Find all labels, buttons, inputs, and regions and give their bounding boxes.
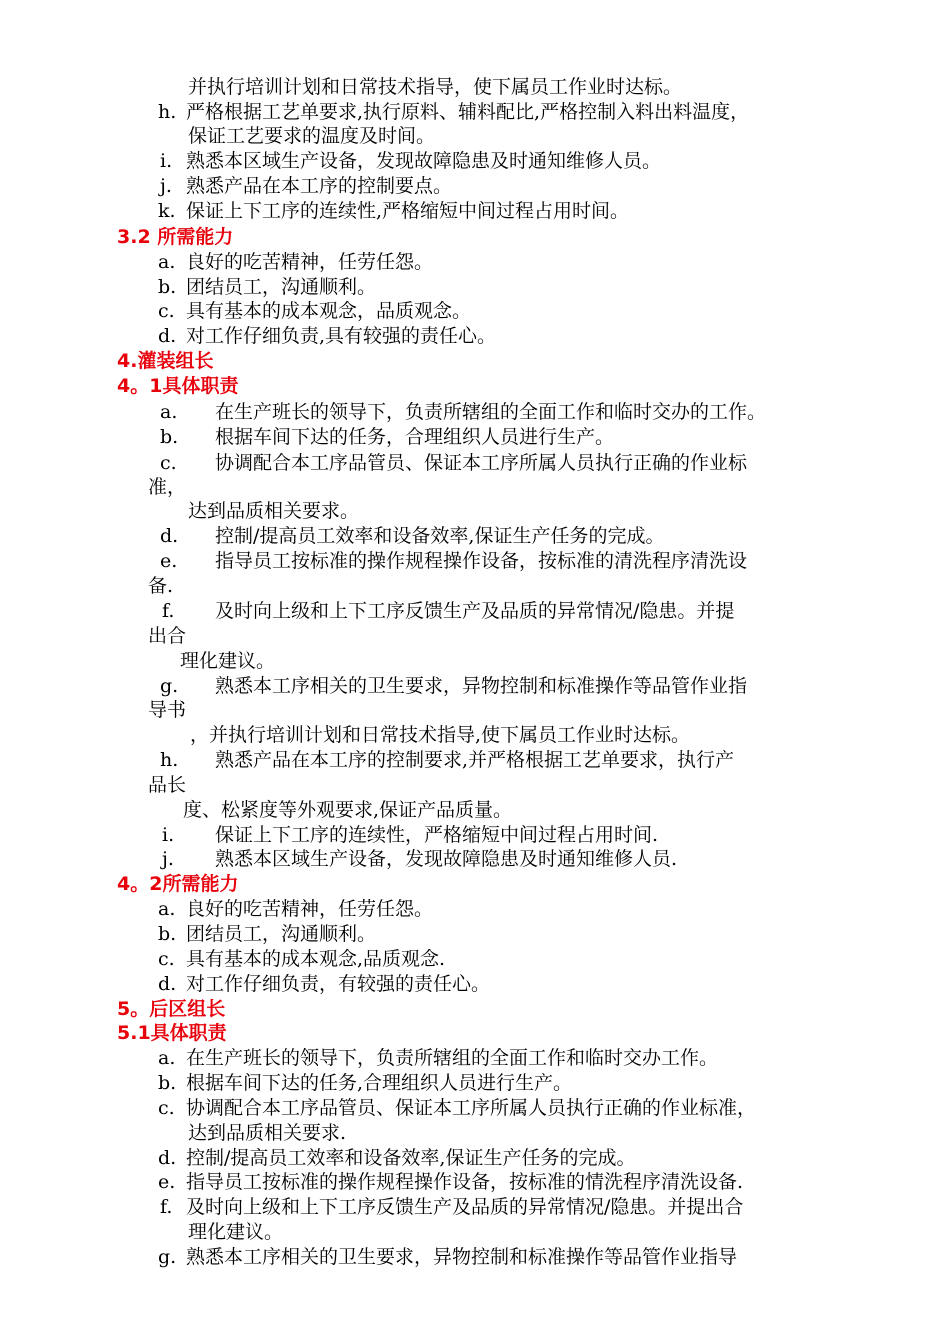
text-line xyxy=(160,674,747,698)
text-line xyxy=(158,100,749,124)
list-marker: c. xyxy=(158,300,175,322)
heading-text: 4.灌装组长 xyxy=(117,350,214,372)
text-line xyxy=(158,947,445,971)
list-marker: d. xyxy=(160,525,179,547)
line-text: 团结员工，沟通顺利。 xyxy=(186,923,377,945)
line-text: 保证工艺要求的温度及时间。 xyxy=(188,125,436,147)
list-marker: c. xyxy=(158,1097,175,1119)
line-text: 根据车间下达的任务,合理组织人员进行生产。 xyxy=(186,1072,573,1094)
text-line xyxy=(180,649,275,673)
text-line xyxy=(148,773,186,797)
text-line xyxy=(160,549,747,573)
text-line xyxy=(148,624,186,648)
text-line xyxy=(148,475,186,499)
line-text: 熟悉本工序相关的卫生要求，异物控制和标准操作等品管作业指导 xyxy=(186,1246,738,1268)
list-marker: k. xyxy=(158,200,176,222)
list-marker: a. xyxy=(158,251,176,273)
section-heading xyxy=(117,872,238,896)
line-text: 团结员工，沟通顺利。 xyxy=(186,276,377,298)
text-line xyxy=(160,748,734,772)
line-text: 控制/提高员工效率和设备效率,保证生产任务的完成。 xyxy=(186,1147,636,1169)
list-marker: a. xyxy=(160,401,178,423)
text-line xyxy=(158,1096,756,1120)
line-text: 达到品质相关要求. xyxy=(188,1122,347,1144)
heading-text: 4。1具体职责 xyxy=(117,375,239,397)
list-marker: a. xyxy=(158,1047,176,1069)
line-text: 准， xyxy=(148,476,187,498)
section-heading xyxy=(117,997,225,1021)
text-line xyxy=(158,250,433,274)
line-text: 协调配合本工序品管员、保证本工序所属人员执行正确的作业标准， xyxy=(186,1097,757,1119)
line-text: 及时向上级和上下工序反馈生产及品质的异常情况/隐患。并提出合 xyxy=(186,1196,744,1218)
text-line xyxy=(158,324,496,348)
line-text: 具有基本的成本观念，品质观念。 xyxy=(186,300,472,322)
text-line xyxy=(188,1220,283,1244)
list-marker: f. xyxy=(160,1196,173,1218)
line-text: 在生产班长的领导下，负责所辖组的全面工作和临时交办的工作。 xyxy=(215,401,767,423)
line-text: 度、松紧度等外观要求,保证产品质量。 xyxy=(183,799,513,821)
text-line xyxy=(160,174,452,198)
line-text: 及时向上级和上下工序反馈生产及品质的异常情况/隐患。并提 xyxy=(215,600,735,622)
heading-text: 3.2 所需能力 xyxy=(117,226,234,248)
list-marker: c. xyxy=(160,452,177,474)
text-line xyxy=(158,1071,572,1095)
list-marker: j. xyxy=(160,175,172,197)
list-marker: b. xyxy=(158,276,177,298)
text-line xyxy=(190,723,690,747)
line-text: 控制/提高员工效率和设备效率,保证生产任务的完成。 xyxy=(215,525,665,547)
text-line xyxy=(148,698,186,722)
line-text: 保证上下工序的连续性，严格缩短中间过程占用时间. xyxy=(215,824,659,846)
text-line xyxy=(158,897,433,921)
section-heading xyxy=(117,1021,227,1045)
list-marker: c. xyxy=(158,948,175,970)
section-heading xyxy=(117,225,233,249)
text-line xyxy=(158,299,471,323)
list-marker: e. xyxy=(160,550,178,572)
list-marker: f. xyxy=(162,600,175,622)
text-line xyxy=(148,574,173,598)
line-text: 出合 xyxy=(148,625,187,647)
heading-text: 5。后区组长 xyxy=(117,998,226,1020)
list-marker: d. xyxy=(158,973,177,995)
text-line xyxy=(158,1046,718,1070)
list-marker: b. xyxy=(160,426,179,448)
line-text: 理化建议。 xyxy=(188,1221,284,1243)
list-marker: j. xyxy=(162,848,174,870)
text-line xyxy=(160,451,747,475)
line-text: 在生产班长的领导下，负责所辖组的全面工作和临时交办工作。 xyxy=(186,1047,719,1069)
line-text: 指导员工按标准的操作规程操作设备，按标准的清洗程序清洗设 xyxy=(215,550,748,572)
line-text: 协调配合本工序品管员、保证本工序所属人员执行正确的作业标 xyxy=(215,452,748,474)
line-text: 严格根据工艺单要求,执行原料、辅料配比,严格控制入料出料温度， xyxy=(186,101,750,123)
list-marker: h. xyxy=(158,101,177,123)
text-line xyxy=(158,922,376,946)
text-line xyxy=(158,275,376,299)
text-line xyxy=(188,1121,346,1145)
line-text: 良好的吃苦精神，任劳任怨。 xyxy=(186,898,434,920)
line-text: 保证上下工序的连续性,严格缩短中间过程占用时间。 xyxy=(186,200,630,222)
text-line xyxy=(160,400,766,424)
list-marker: i. xyxy=(162,824,175,846)
text-line xyxy=(183,798,512,822)
line-text: 备. xyxy=(148,575,174,597)
list-marker: b. xyxy=(158,923,177,945)
line-text: 根据车间下达的任务，合理组织人员进行生产。 xyxy=(215,426,615,448)
list-marker: d. xyxy=(158,1147,177,1169)
line-text: 达到品质相关要求。 xyxy=(188,500,360,522)
text-line xyxy=(158,1146,635,1170)
text-line xyxy=(158,972,490,996)
line-text: 熟悉本区域生产设备，发现故障隐患及时通知维修人员. xyxy=(215,848,678,870)
list-marker: a. xyxy=(158,898,176,920)
text-line xyxy=(160,149,661,173)
line-text: 良好的吃苦精神，任劳任怨。 xyxy=(186,251,434,273)
list-marker: h. xyxy=(160,749,179,771)
list-marker: e. xyxy=(158,1171,176,1193)
line-text: 品长 xyxy=(148,774,187,796)
text-line xyxy=(162,823,658,847)
line-text: ，并执行培训计划和日常技术指导,使下属员工作业时达标。 xyxy=(190,724,691,746)
text-line xyxy=(160,425,614,449)
section-heading xyxy=(117,349,213,373)
text-line xyxy=(158,199,629,223)
line-text: 熟悉本工序相关的卫生要求，异物控制和标准操作等品管作业指 xyxy=(215,675,748,697)
list-marker: i. xyxy=(160,150,173,172)
line-text: 指导员工按标准的操作规程操作设备，按标准的情洗程序清洗设备. xyxy=(186,1171,744,1193)
text-line xyxy=(160,1195,743,1219)
text-line xyxy=(162,599,734,623)
line-text: 熟悉本区域生产设备，发现故障隐患及时通知维修人员。 xyxy=(186,150,662,172)
line-text: 导书 xyxy=(148,699,187,721)
line-text: 理化建议。 xyxy=(180,650,276,672)
list-marker: b. xyxy=(158,1072,177,1094)
text-line xyxy=(158,1170,743,1194)
line-text: 熟悉产品在本工序的控制要点。 xyxy=(186,175,453,197)
text-line xyxy=(188,75,682,99)
list-marker: d. xyxy=(158,325,177,347)
text-line xyxy=(160,524,664,548)
list-marker: g. xyxy=(158,1246,177,1268)
heading-text: 4。2所需能力 xyxy=(117,873,239,895)
line-text: 熟悉产品在本工序的控制要求,并严格根据工艺单要求，执行产 xyxy=(215,749,735,771)
line-text: 并执行培训计划和日常技术指导，使下属员工作业时达标。 xyxy=(188,76,683,98)
text-line xyxy=(188,124,435,148)
text-line xyxy=(162,847,677,871)
line-text: 对工作仔细负责,具有较强的责任心。 xyxy=(186,325,497,347)
section-heading xyxy=(117,374,238,398)
text-line xyxy=(188,499,359,523)
line-text: 对工作仔细负责，有较强的责任心。 xyxy=(186,973,491,995)
heading-text: 5.1具体职责 xyxy=(117,1022,227,1044)
list-marker: g. xyxy=(160,675,179,697)
line-text: 具有基本的成本观念,品质观念. xyxy=(186,948,446,970)
text-line xyxy=(158,1245,737,1269)
